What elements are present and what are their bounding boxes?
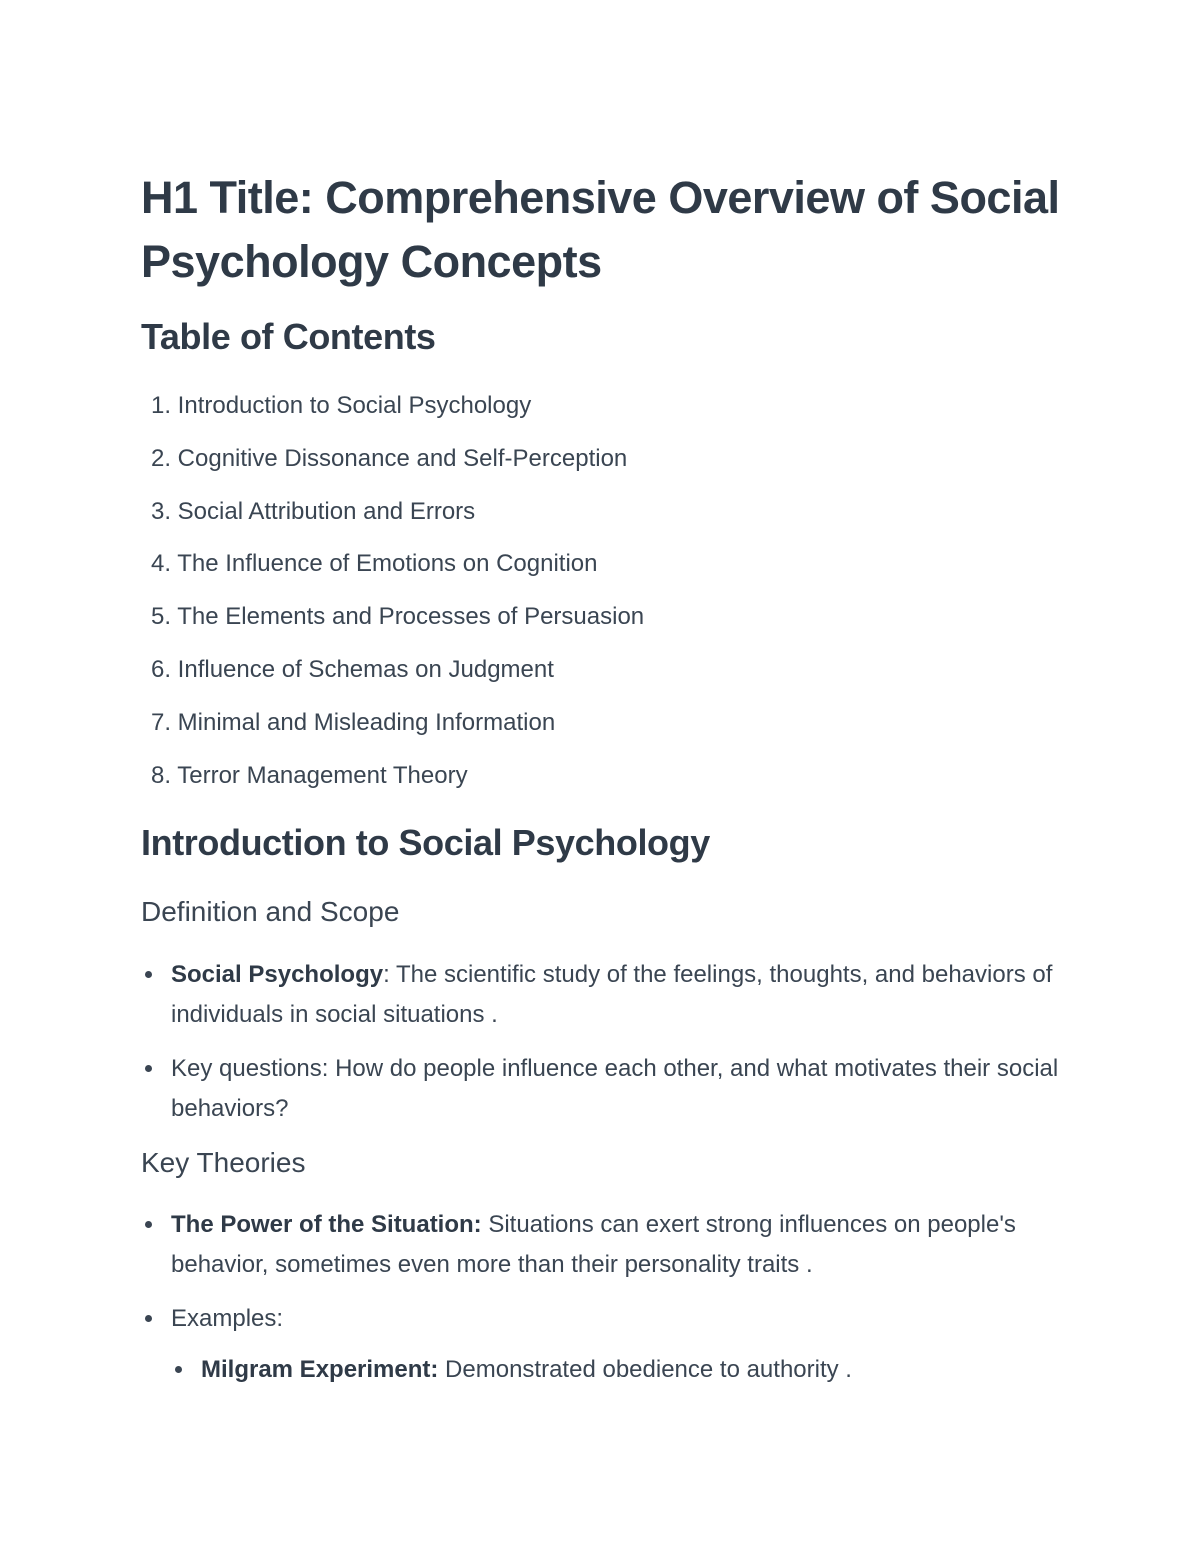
toc-item[interactable]: 8. Terror Management Theory xyxy=(150,761,468,789)
toc-item[interactable]: 7. Minimal and Misleading Information xyxy=(150,708,556,736)
list-item xyxy=(141,1205,1061,1285)
toc-heading: Table of Contents xyxy=(141,316,436,357)
toc-item[interactable]: 4. The Influence of Emotions on Cognition xyxy=(150,550,598,578)
term: Social Psychology xyxy=(171,961,384,988)
theories-list xyxy=(141,1205,1061,1351)
toc-item[interactable]: 1. Introduction to Social Psychology xyxy=(150,392,532,419)
examples-list xyxy=(171,1350,1061,1390)
term: The Power of the Situation: xyxy=(171,1211,482,1238)
term: Milgram Experiment: xyxy=(201,1356,439,1383)
item-text: Demonstrated obedience to authority . xyxy=(438,1356,852,1383)
item-text: Situations can exert strong influences on people's behavior, sometimes even more than their personality traits . xyxy=(171,1211,1016,1278)
toc-item[interactable]: 2. Cognitive Dissonance and Self-Perception xyxy=(150,444,628,472)
item-text: Key questions: How do people influence each other, and what motivates their social behaviors? xyxy=(171,1055,1059,1122)
list-item xyxy=(141,955,1061,1035)
table-of-contents xyxy=(141,388,644,810)
subsection-heading: Key Theories xyxy=(141,1147,306,1178)
toc-item[interactable]: 3. Social Attribution and Errors xyxy=(150,497,476,525)
bullet-icon xyxy=(145,971,152,978)
subsection-heading: Definition and Scope xyxy=(141,896,400,927)
list-item xyxy=(171,1350,1061,1390)
document-title: H1 Title: Comprehensive Overview of Social Psychology Concepts xyxy=(141,172,1060,287)
item-text: : The scientific study of the feelings, thoughts, and behaviors of individuals in social situations . xyxy=(171,961,1053,1028)
list-item xyxy=(141,1299,1061,1339)
bullet-icon xyxy=(175,1366,182,1373)
bullet-icon xyxy=(145,1315,152,1322)
bullet-icon xyxy=(145,1221,152,1228)
definition-list xyxy=(141,955,1061,1129)
list-item xyxy=(141,1049,1061,1129)
item-text: Examples: xyxy=(171,1305,284,1332)
toc-item[interactable]: 6. Influence of Schemas on Judgment xyxy=(150,655,554,683)
section-heading: Introduction to Social Psychology xyxy=(141,822,710,863)
bullet-icon xyxy=(145,1065,152,1072)
toc-item[interactable]: 5. The Elements and Processes of Persuasion xyxy=(150,603,645,631)
